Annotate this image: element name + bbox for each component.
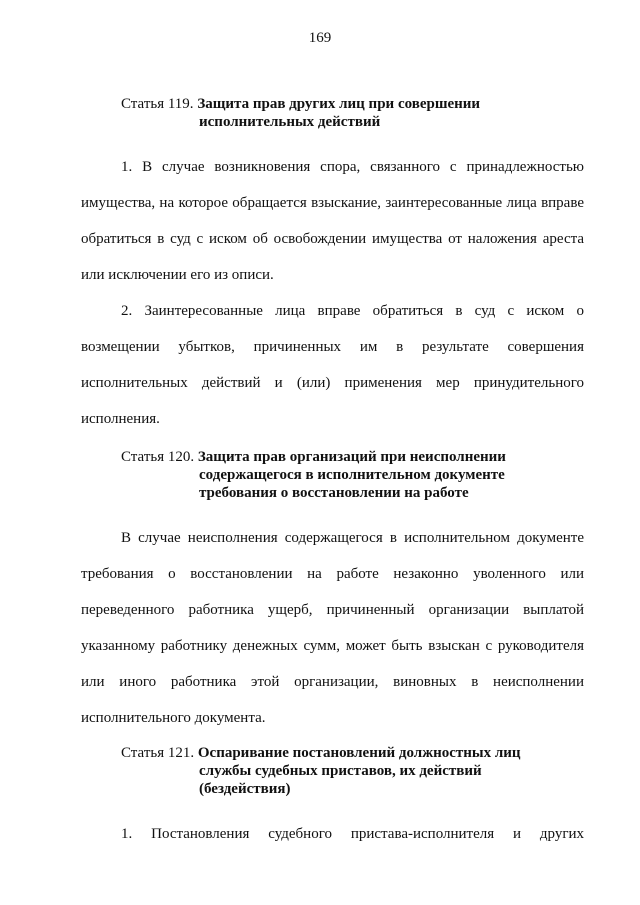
- article-heading: [121, 95, 584, 131]
- article-title-line: службы судебных приставов, их действий: [199, 763, 482, 779]
- article-number: Статья 121.: [121, 745, 195, 761]
- paragraph: 1. Постановления судебного пристава-исполнителя и других: [121, 826, 584, 842]
- article-title-line: Оспаривание постановлений должностных лиц: [197, 745, 521, 761]
- article-title-line: Защита прав организаций при неисполнении: [197, 449, 506, 465]
- article-title-line: Защита прав других лиц при совершении: [197, 96, 481, 112]
- article-title-line: (бездействия): [199, 781, 291, 797]
- article-heading: [121, 448, 584, 502]
- article-heading: [121, 744, 584, 798]
- page-number: 169: [308, 30, 332, 46]
- article-121: [81, 744, 584, 852]
- paragraph: 2. Заинтересованные лица вправе обратиться в суд с иском о возмещении убытков, причиненных им в результате совершения исполнительных действий и (или) применения мер принудительного исполнения.: [81, 303, 584, 427]
- article-119: [81, 95, 584, 437]
- paragraph: 1. В случае возникновения спора, связанного с принадлежностью имущества, на которое обращается взыскание, заинтересованные лица вправе обратиться в суд с иском об освобождении имущества от наложения ареста или исключении его из описи.: [81, 159, 584, 283]
- article-title-line: требования о восстановлении на работе: [199, 485, 469, 501]
- article-number: Статья 120.: [121, 449, 195, 465]
- article-number: Статья 119.: [121, 96, 194, 112]
- article-120: [81, 448, 584, 736]
- article-title-line: содержащегося в исполнительном документе: [199, 467, 505, 483]
- article-title-line: исполнительных действий: [199, 114, 381, 130]
- paragraph: В случае неисполнения содержащегося в исполнительном документе требования о восстановлении на работе незаконно уволенного или переведенного работника ущерб, причиненный организации выплатой указанному работнику денежных сумм, может быть взыскан с руководителя или иного работника этой организации, виновных в неисполнении исполнительного документа.: [81, 530, 584, 726]
